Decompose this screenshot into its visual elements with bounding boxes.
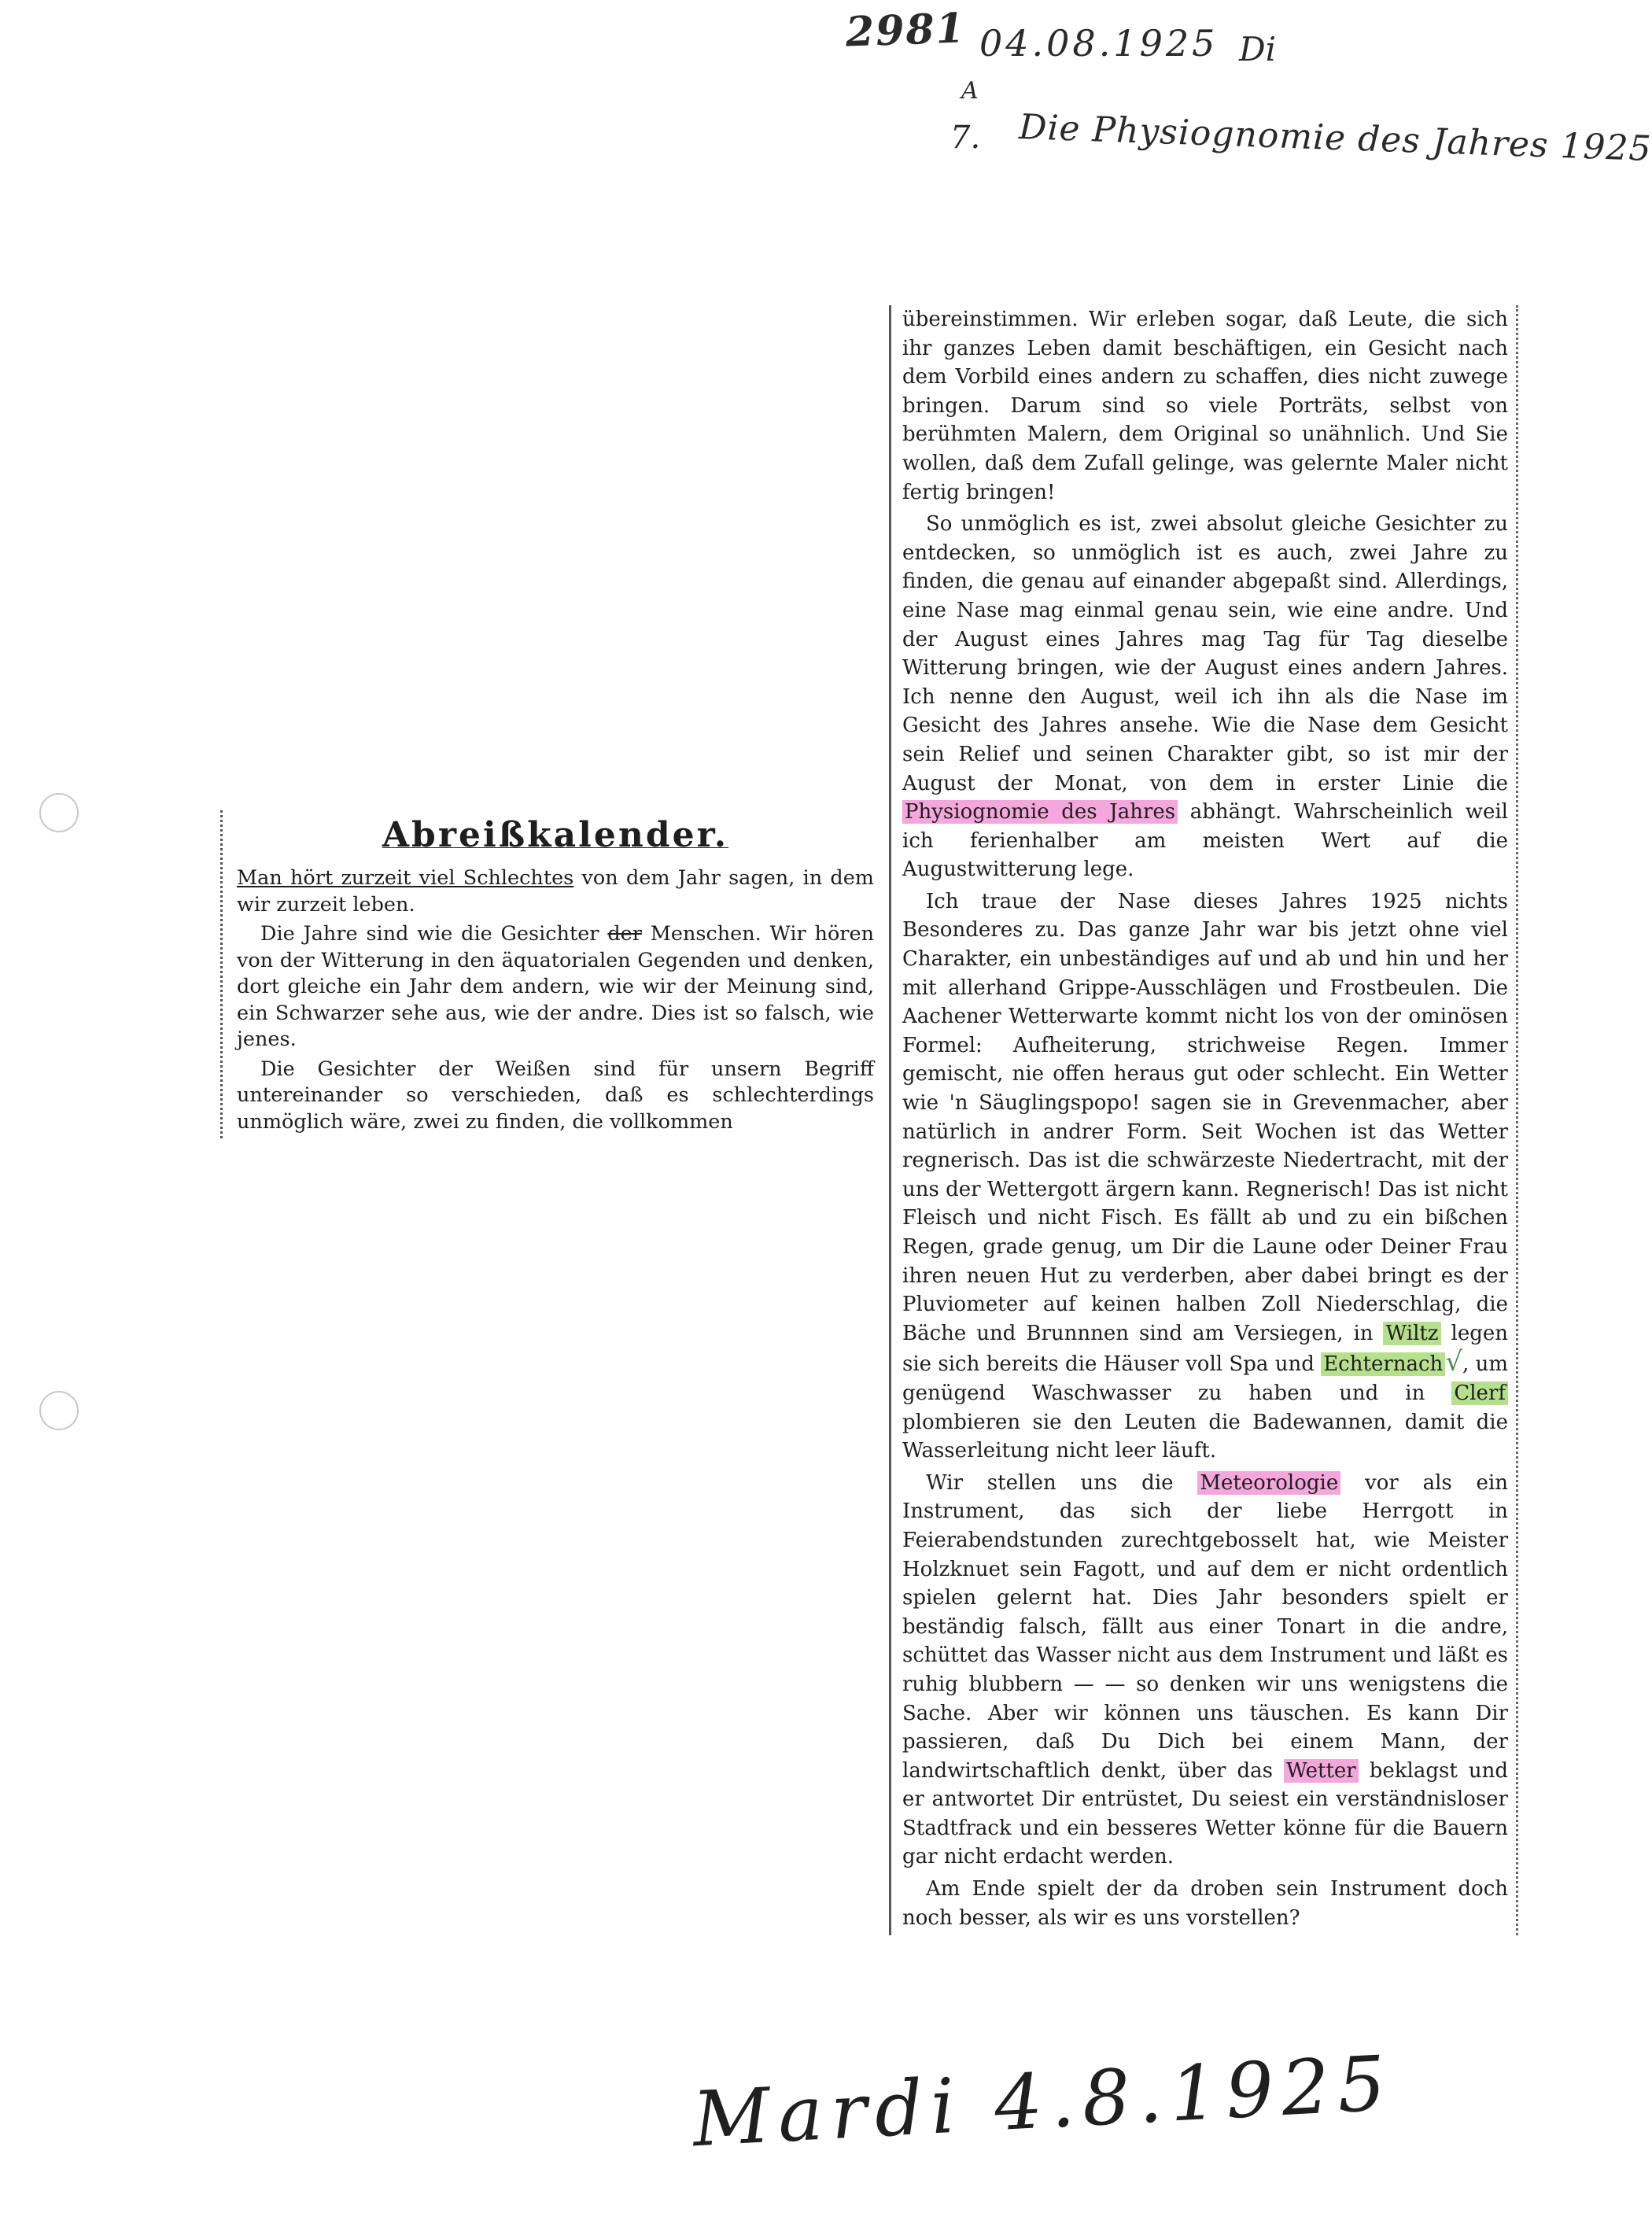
- highlight-physiognomie: Physiognomie des Jahres: [902, 800, 1178, 824]
- left-clipping: [220, 810, 874, 1138]
- lead-rest-text: von dem Jahr sagen, in dem wir zurzeit leben.: [237, 866, 874, 917]
- highlight-wiltz: Wiltz: [1383, 1322, 1440, 1345]
- punch-hole-top: [39, 793, 79, 832]
- lead-underlined-text: Man hört zurzeit viel Schlechtes: [237, 866, 574, 890]
- check-mark: √: [1445, 1346, 1462, 1378]
- right-p3-text: Ich traue der Nase dieses Jahres 1925 nichts Besonderes zu. Das ganze Jahr war bis jetzt ohne viel Charakter, ein unbeständiges auf und ab und hin und her mit allerhand Grippe-Ausschlägen und Frostbeulen. Die Aachener Wetterwarte kommt nicht los von der ominösen Formel: Aufheiterung, strichweise Regen. Immer gemischt, nie offen heraus gut oder schlecht. Ein Wetter wie 'n Säuglingspopo! sagen sie in Grevenmacher, aber natürlich in andrer Form. Seit Wochen ist das Wetter regnerisch. Das ist die schwärzeste Niedertracht, mit der uns der Wettergott ärgern kann. Regnerisch! Das ist nicht Fleisch und nicht Fisch. Es fällt ab und zu ein bißchen Regen, grade genug, um Dir die Laune oder Deiner Frau ihren neuen Hut zu verderben, aber dabei bringt es der Pluviometer auf keinen halben Zoll Niederschlag, die Bäche und Brunnnen sind am Versiegen, in: [902, 889, 1508, 1345]
- right-p4-rest: beklagst und er antwortet Dir entrüstet, Du seiest ein verständnisloser Stadtfrack und ein besseres Wetter könne für die Bauern gar nicht erdacht werden.: [902, 1758, 1508, 1869]
- right-paragraph-2: [902, 510, 1508, 884]
- right-paragraph-3: [902, 887, 1508, 1466]
- right-p2-text: So unmöglich es ist, zwei absolut gleiche Gesichter zu entdecken, so unmöglich ist es auch, zwei Jahre zu finden, die genau auf einander abgepaßt sind. Allerdings, eine Nase mag einmal genau sein, wie eine andre. Und der August eines Jahres mag Tag für Tag dieselbe Witterung bringen, wie der August eines andern Jahres. Ich nenne den August, weil ich ihn als die Nase im Gesicht des Jahres ansehe. Wie die Nase dem Gesicht sein Relief und seinen Charakter gibt, so ist mir der August der Monat, von dem in erster Linie die: [902, 512, 1508, 795]
- left-p2-rest: Menschen. Wir hören von der Witterung in den äquatorialen Gegenden und denken, dort gleiche ein Jahr dem andern, wie wir der Meinung sind, ein Schwarzer sehe aus, wie der andre. Dies ist so falsch, wie jenes.: [237, 922, 874, 1051]
- highlight-meteorologie: Meteorologie: [1197, 1471, 1340, 1495]
- highlight-echternach: Echternach: [1321, 1352, 1445, 1376]
- title-annotation: Die Physiognomie des Jahres 1925: [1018, 106, 1652, 170]
- clipping-headline: Abreißkalender.: [382, 815, 729, 855]
- date-annotation: 04.08.1925: [979, 22, 1219, 65]
- initials-annotation: Di: [1239, 30, 1277, 68]
- left-paragraph-1: [237, 865, 874, 918]
- bottom-date-annotation: Mardi 4.8.1925: [690, 2038, 1396, 2164]
- right-clipping: [889, 305, 1518, 1935]
- right-p2-rest: abhängt. Wahrscheinlich weil ich ferienhalber am meisten Wert auf die Augustwitterung lege.: [902, 800, 1508, 882]
- archive-id-annotation: 2981: [844, 4, 967, 57]
- right-paragraph-5: Am Ende spielt der da droben sein Instrument doch noch besser, als wir es uns vorstellen?: [902, 1877, 1508, 1930]
- right-p3-mid2: , um genügend Waschwasser zu haben und in: [902, 1352, 1508, 1405]
- left-paragraph-2: [237, 921, 874, 1053]
- punch-hole-bottom: [39, 1391, 79, 1430]
- highlight-clerf: Clerf: [1451, 1381, 1508, 1405]
- right-paragraph-4: [902, 1469, 1508, 1872]
- highlight-wetter: Wetter: [1284, 1759, 1359, 1783]
- left-p2-text: Die Jahre sind wie die Gesichter: [260, 922, 608, 946]
- struck-word: der: [607, 922, 642, 946]
- left-paragraph-3: Die Gesichter der Weißen sind für unsern Begriff untereinander so verschieden, daß es schlechterdings unmöglich wäre, zwei zu finden, die vollkommen: [237, 1057, 874, 1134]
- mark-a-annotation: A: [961, 77, 979, 105]
- right-p4-text: Wir stellen uns die: [926, 1470, 1198, 1495]
- mark-number-annotation: 7.: [950, 120, 981, 156]
- right-p3-mid1: legen sie sich bereits die Häuser voll Spa und: [902, 1321, 1508, 1377]
- right-paragraph-1: übereinstimmen. Wir erleben sogar, daß Leute, die sich ihr ganzes Leben damit beschäftigen, ein Gesicht nach dem Vorbild eines andern zu schaffen, dies nicht zuwege bringen. Darum sind so viele Porträts, selbst von berühmten Malern, dem Original so unähnlich. Und Sie wollen, daß dem Zufall gelinge, was gelernte Maler nicht fertig bringen!: [902, 308, 1508, 504]
- right-p4-mid: vor als ein Instrument, das sich der liebe Herrgott in Feierabendstunden zurechtgebosselt hat, wie Meister Holzknuet sein Fagott, und auf dem er nicht ordentlich spielen gelernt hat. Dies Jahr besonders spielt er beständig falsch, fällt aus einer Tonart in die andre, schüttet das Wasser nicht aus dem Instrument und läßt es ruhig blubbern — — so denken wir uns wenigstens die Sache. Aber wir können uns täuschen. Es kann Dir passieren, daß Du Dich bei einem Mann, der landwirtschaftlich denkt, über das: [902, 1470, 1508, 1783]
- right-p3-rest: plombieren sie den Leuten die Badewannen, damit die Wasserleitung nicht leer läuft.: [902, 1410, 1508, 1463]
